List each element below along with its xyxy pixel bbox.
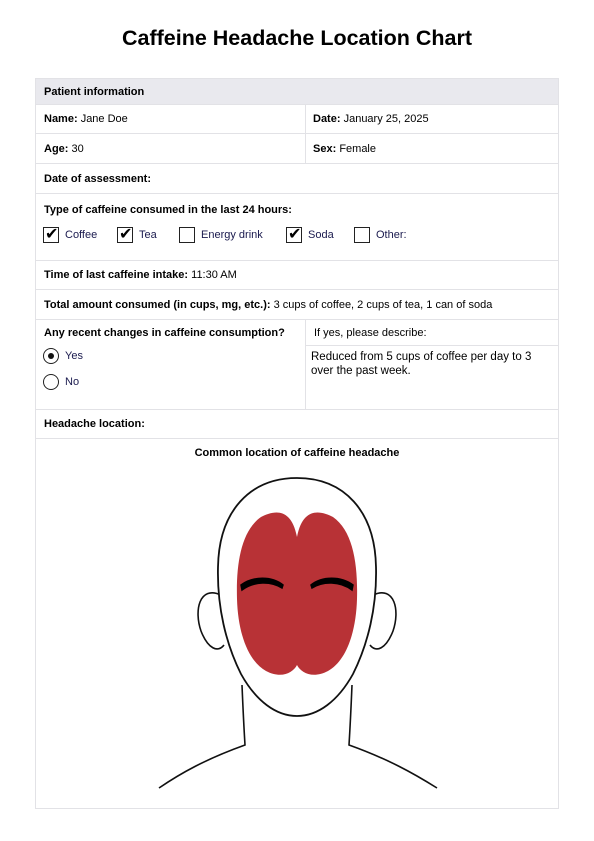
checkbox-box[interactable]: [286, 224, 302, 243]
radio-no[interactable]: [43, 374, 59, 390]
head-illustration: [36, 439, 558, 808]
age-value: 30: [71, 143, 84, 155]
checkbox-label: Coffee: [65, 229, 98, 241]
checkbox-label: Other:: [376, 229, 407, 241]
assessment-date-label: Date of assessment:: [44, 173, 151, 185]
divider: [305, 105, 306, 134]
checkbox-box[interactable]: [117, 224, 133, 243]
right-neck-shoulder: [349, 685, 437, 788]
sex-value: Female: [339, 143, 376, 155]
divider: [305, 134, 306, 164]
recent-changes-label: Any recent changes in caffeine consumption?: [44, 327, 285, 339]
describe-value: Reduced from 5 cups of coffee per day to 3 over the past week.: [311, 351, 532, 377]
checkbox-coffee[interactable]: [43, 224, 98, 243]
radio-no-label[interactable]: No: [65, 376, 80, 388]
date-field[interactable]: [313, 113, 429, 125]
recent-changes-row: [36, 320, 558, 410]
checkbox-energy-drink[interactable]: [179, 227, 263, 243]
date-label: Date:: [313, 113, 341, 125]
headache-figure-panel: [36, 439, 558, 808]
headache-location-row: [36, 410, 558, 439]
checkbox-box[interactable]: [354, 227, 370, 243]
sex-label: Sex:: [313, 143, 337, 155]
caffeine-type-row: [36, 194, 558, 261]
checkmark-icon: ✔: [119, 224, 133, 243]
checkmark-icon: ✔: [288, 224, 302, 243]
radio-selected-dot: [48, 353, 54, 359]
checkbox-box[interactable]: [43, 224, 59, 243]
last-intake-label: Time of last caffeine intake:: [44, 269, 189, 281]
assessment-form: [35, 78, 559, 809]
page-title: Caffeine Headache Location Chart: [121, 26, 473, 50]
headache-location-label: Headache location:: [44, 418, 145, 430]
checkbox-label: Tea: [139, 229, 157, 241]
checkbox-label: Soda: [308, 229, 334, 241]
total-amount-row[interactable]: [36, 290, 558, 320]
checkbox-other[interactable]: [354, 227, 407, 243]
age-sex-row: [36, 134, 558, 164]
name-label: Name:: [44, 113, 78, 125]
checkmark-icon: ✔: [45, 224, 59, 243]
name-date-row: [36, 105, 558, 134]
assessment-date-row[interactable]: [36, 164, 558, 194]
checkbox-box[interactable]: [179, 227, 195, 243]
radio-yes[interactable]: [43, 348, 59, 364]
patient-info-header-label: Patient information: [44, 86, 145, 98]
age-field[interactable]: [44, 143, 84, 155]
last-intake-value: 11:30 AM: [191, 269, 237, 281]
name-field[interactable]: [44, 113, 128, 125]
total-amount-label: Total amount consumed (in cups, mg, etc.):: [44, 299, 271, 311]
last-intake-row[interactable]: [36, 261, 558, 290]
describe-field[interactable]: [306, 345, 558, 409]
left-neck-shoulder: [159, 685, 245, 788]
caffeine-type-label: Type of caffeine consumed in the last 24 hours:: [44, 204, 292, 216]
total-amount-value: 3 cups of coffee, 2 cups of tea, 1 can of soda: [273, 299, 493, 311]
age-label: Age:: [44, 143, 69, 155]
describe-label: If yes, please describe:: [314, 327, 427, 339]
patient-info-header: [36, 79, 558, 105]
sex-field[interactable]: [313, 143, 376, 155]
name-value: Jane Doe: [80, 113, 128, 125]
checkbox-label: Energy drink: [201, 229, 263, 241]
checkbox-soda[interactable]: [286, 224, 334, 243]
radio-yes-label[interactable]: Yes: [65, 350, 83, 362]
checkbox-tea[interactable]: [117, 224, 157, 243]
figure-title: Common location of caffeine headache: [194, 447, 400, 459]
date-value: January 25, 2025: [343, 113, 429, 125]
